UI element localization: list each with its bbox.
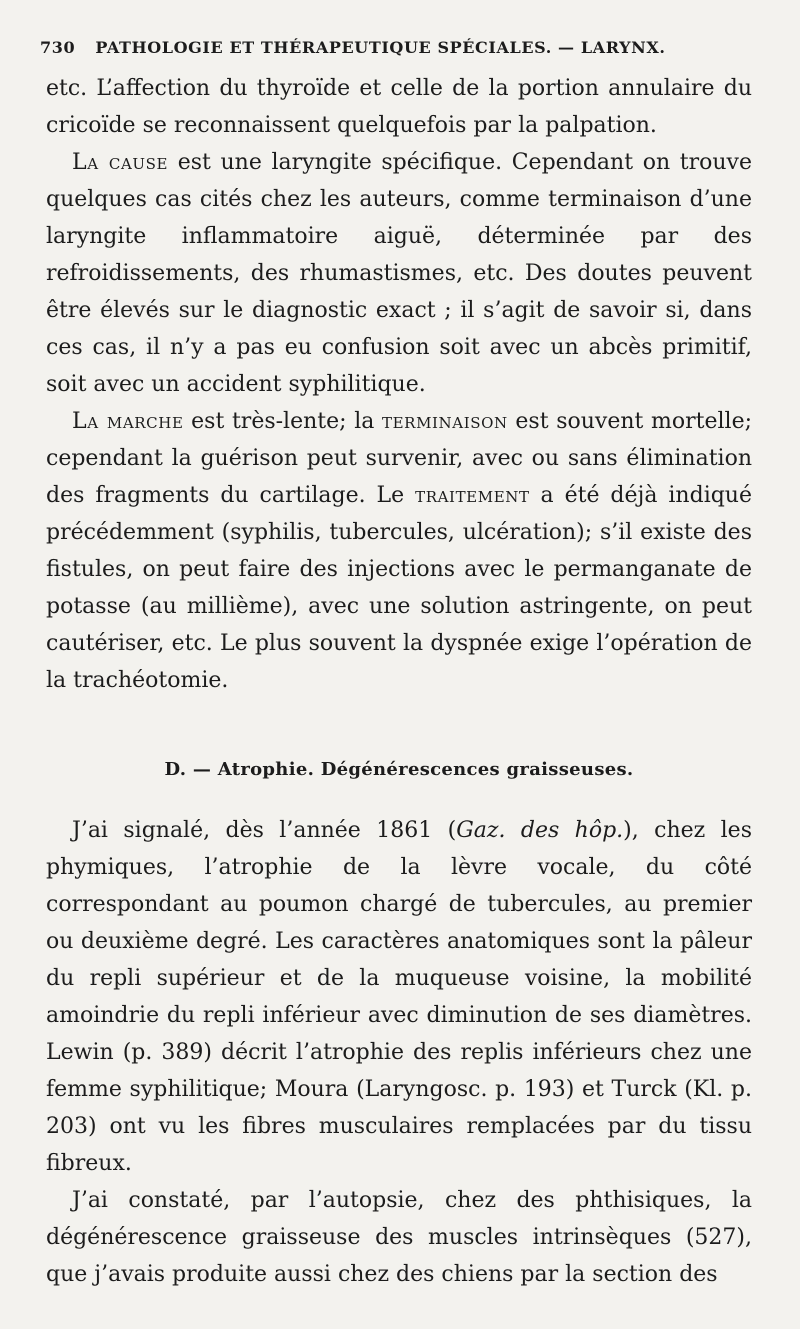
term-traitement: traitement [415,483,530,508]
text-block-lower [46,812,752,1293]
running-title: PATHOLOGIE ET THÉRAPEUTIQUE SPÉCIALES. — LARYNX. [95,38,666,57]
paragraph-text: a été déjà indiqué précédemment (syphilis, tubercules, ulcération); s’il existe des fistules, on peut faire des injections avec le permanganate de potasse (au millième), avec une solution astringente, on peut cautériser, etc. Le plus souvent la dyspnée exige l’opération de la trachéotomie. [46,483,752,693]
page-number: 730 [40,38,76,57]
running-head [40,38,760,57]
text-block-upper [46,70,752,699]
paragraph-cause [46,144,752,403]
paragraph-atrophie [46,812,752,1182]
term-cause: La cause [72,150,169,175]
paragraph-text: J’ai signalé, dès l’année 1861 ( [72,818,457,843]
paragraph-affection [46,70,752,144]
paragraph-text: ), chez les phymiques, l’atrophie de la lèvre vocale, du côté correspondant au poumon chargé de tubercules, au premier ou deuxième degré. Les caractères anatomiques sont la pâleur du repli supérieur et de la muqueuse voisine, la mobilité amoindrie du repli inférieur avec diminution de ses diamètres. Lewin (p. 389) décrit l’atrophie des replis inférieurs chez une femme syphilitique; Moura (Laryngosc. p. 193) et Turck (Kl. p. 203) ont vu les fibres musculaires remplacées par du tissu fibreux. [46,818,752,1176]
section-heading: D. — Atrophie. Dégénérescences graisseuses. [164,759,634,780]
paragraph-text: etc. L’affection du thyroïde et celle de la portion annulaire du cricoïde se reconnaissent quelquefois par la palpation. [46,76,752,138]
paragraph-text: est une laryngite spécifique. Cependant on trouve quelques cas cités chez les auteurs, comme terminaison d’une laryngite inflammatoire aiguë, déterminée par des refroidissements, des rhumastismes, etc. Des doutes peuvent être élevés sur le diagnostic exact ; il s’agit de savoir si, dans ces cas, il n’y a pas eu confusion soit avec un abcès primitif, soit avec un accident syphilitique. [46,150,752,397]
term-marche: La marche [72,409,184,434]
term-terminaison: terminaison [382,409,508,434]
citation-gazette: Gaz. des hôp. [456,818,624,843]
paragraph-text: est souvent mortelle; cependant la guérison peut survenir, avec ou sans élimination des fragments du cartilage. Le [46,409,752,508]
paragraph-marche [46,403,752,699]
paragraph-text: J’ai constaté, par l’autopsie, chez des phthisiques, la dégénérescence graisseuse des muscles intrinsèques (527), que j’avais produite aussi chez des chiens par la section des [46,1188,752,1287]
paragraph-text: est très-lente; la [183,409,383,434]
paragraph-degenerescence [46,1182,752,1293]
